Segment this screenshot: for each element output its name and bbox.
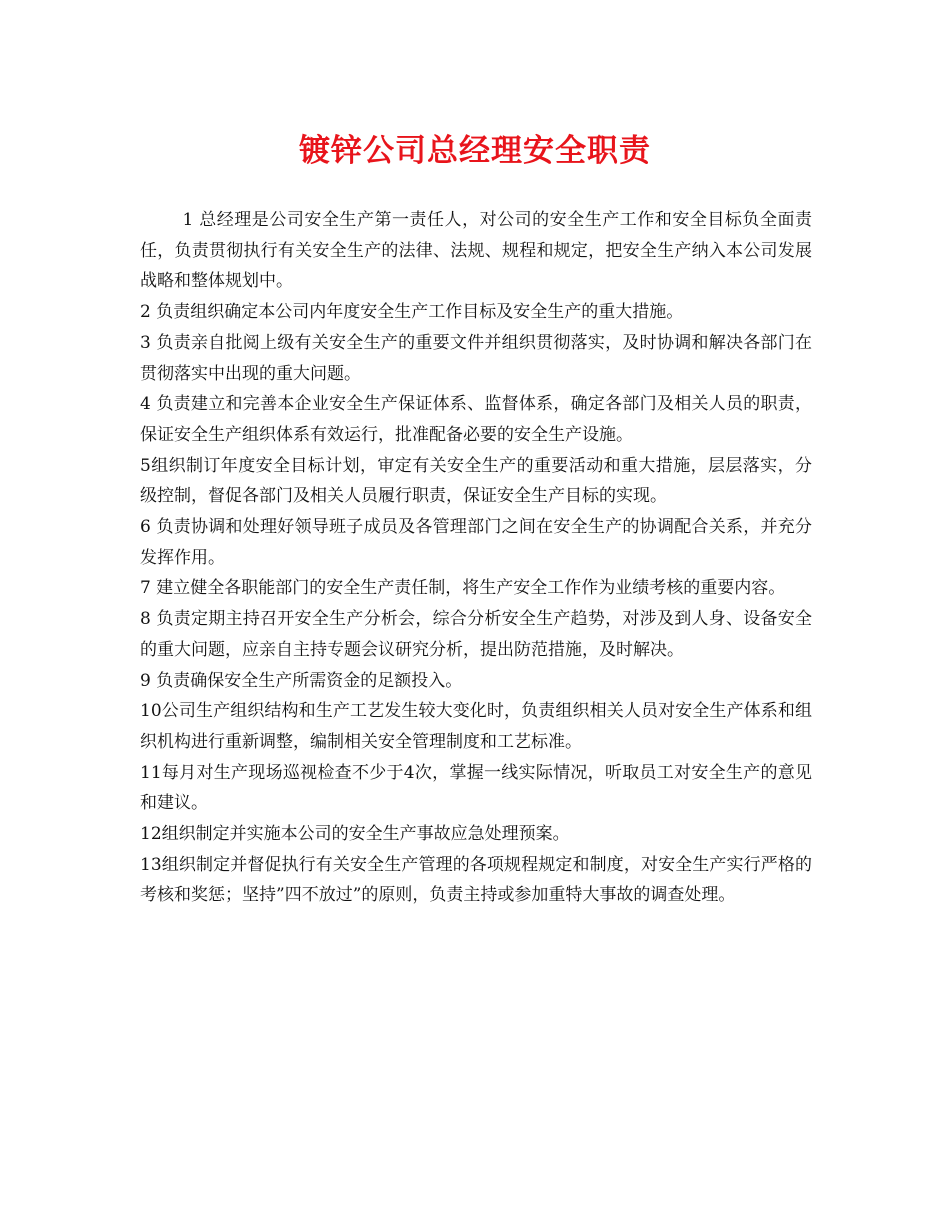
- paragraph-10: 10公司生产组织结构和生产工艺发生较大变化时，负责组织相关人员对安全生产体系和组织机构进行重新调整，编制相关安全管理制度和工艺标准。: [140, 701, 812, 752]
- document-body: [140, 205, 812, 911]
- paragraph-13: 13组织制定并督促执行有关安全生产管理的各项规程规定和制度，对安全生产实行严格的考核和奖惩；坚持”四不放过”的原则，负责主持或参加重特大事故的调查处理。: [140, 854, 812, 906]
- document-title: 镀锌公司总经理安全职责: [299, 133, 651, 169]
- paragraph-1: 1 总经理是公司安全生产第一责任人，对公司的安全生产工作和安全目标负全面责任，负责贯彻执行有关安全生产的法律、法规、规程和规定，把安全生产纳入本公司发展战略和整体规划中。: [140, 210, 812, 292]
- paragraph-4: 4 负责建立和完善本企业安全生产保证体系、监督体系，确定各部门及相关人员的职责，保证安全生产组织体系有效运行，批准配备必要的安全生产设施。: [140, 394, 812, 445]
- paragraph-6: 6 负责协调和处理好领导班子成员及各管理部门之间在安全生产的协调配合关系，并充分发挥作用。: [140, 517, 812, 568]
- paragraph-8: 8 负责定期主持召开安全生产分析会，综合分析安全生产趋势，对涉及到人身、设备安全的重大问题，应亲自主持专题会议研究分析，提出防范措施，及时解决。: [140, 609, 812, 660]
- paragraph-2: 2 负责组织确定本公司内年度安全生产工作目标及安全生产的重大措施。: [140, 302, 684, 323]
- paragraph-5: 5组织制订年度安全目标计划，审定有关安全生产的重要活动和重大措施，层层落实，分级控制，督促各部门及相关人员履行职责，保证安全生产目标的实现。: [140, 455, 812, 507]
- paragraph-11: 11每月对生产现场巡视检查不少于4次，掌握一线实际情况，听取员工对安全生产的意见和建议。: [140, 762, 812, 814]
- paragraph-9: 9 负责确保安全生产所需资金的足额投入。: [140, 670, 463, 691]
- paragraph-7: 7 建立健全各职能部门的安全生产责任制，将生产安全工作作为业绩考核的重要内容。: [140, 578, 786, 599]
- paragraph-3: 3 负责亲自批阅上级有关安全生产的重要文件并组织贯彻落实，及时协调和解决各部门在贯彻落实中出现的重大问题。: [140, 332, 812, 384]
- paragraph-12: 12组织制定并实施本公司的安全生产事故应急处理预案。: [140, 824, 570, 845]
